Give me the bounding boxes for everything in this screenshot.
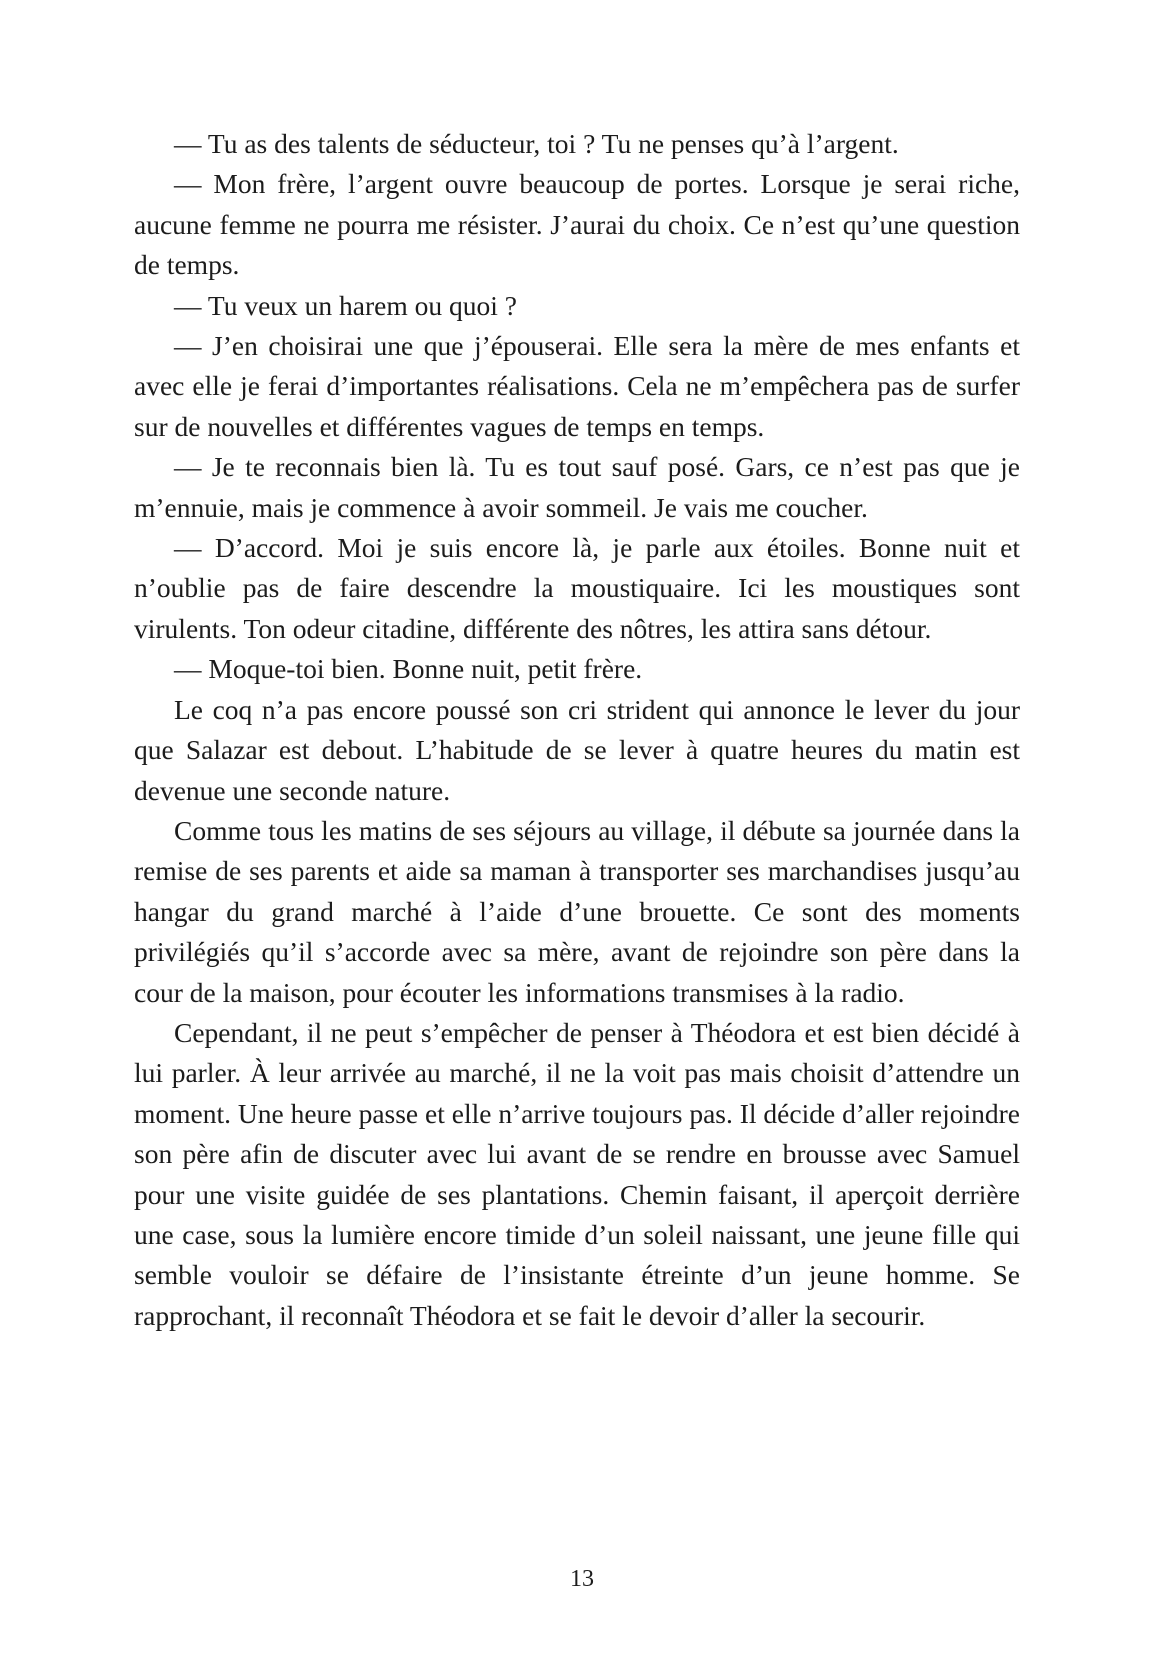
- dialogue-paragraph: — Je te reconnais bien là. Tu es tout sauf posé. Gars, ce n’est pas que je m’ennuie, mais je commence à avoir sommeil. Je vais me coucher.: [134, 451, 1020, 523]
- dialogue-paragraph: — Mon frère, l’argent ouvre beaucoup de portes. Lorsque je serai riche, aucune femme ne pourra me résister. J’aurai du choix. Ce n’est qu’une question de temps.: [134, 168, 1020, 281]
- page-number: 13: [570, 1566, 594, 1592]
- dialogue-paragraph: — Tu veux un harem ou quoi ?: [174, 289, 517, 321]
- dialogue-paragraph: — Tu as des talents de séducteur, toi ? Tu ne penses qu’à l’argent.: [174, 128, 899, 159]
- body-text: [134, 124, 1020, 1336]
- narrative-paragraph: Comme tous les matins de ses séjours au village, il débute sa journée dans la remise de ses parents et aide sa maman à transporter ses marchandises jusqu’au hangar du grand marché à l’aide d’une brouette. Ce sont des moments privilégiés qu’il s’accorde avec sa mère, avant de rejoindre son père dans la cour de la maison, pour écouter les informations transmises à la radio.: [134, 814, 1020, 1008]
- dialogue-paragraph: — D’accord. Moi je suis encore là, je parle aux étoiles. Bonne nuit et n’oublie pas de faire descendre la moustiquaire. Ici les moustiques sont virulents. Ton odeur citadine, différente des nôtres, les attira sans détour.: [134, 532, 1020, 644]
- narrative-paragraph: Le coq n’a pas encore poussé son cri strident qui annonce le lever du jour que Salazar est debout. L’habitude de se lever à quatre heures du matin est devenue une seconde nature.: [134, 693, 1020, 806]
- dialogue-paragraph: — J’en choisirai une que j’épouserai. Elle sera la mère de mes enfants et avec elle je ferai d’importantes réalisations. Cela ne m’empêchera pas de surfer sur de nouvelles et différentes vagues de temps en temps.: [134, 330, 1020, 442]
- narrative-paragraph: Cependant, il ne peut s’empêcher de penser à Théodora et est bien décidé à lui parler. À leur arrivée au marché, il ne la voit pas mais choisit d’attendre un moment. Une heure passe et elle n’arrive toujours pas. Il décide d’aller rejoindre son père afin de discuter avec lui avant de se rendre en brousse avec Samuel pour une visite guidée de ses plantations. Chemin faisant, il aperçoit derrière une case, sous la lumière encore timide d’un soleil naissant, une jeune fille qui semble vouloir se défaire de l’insistante étreinte d’un jeune homme. Se rapprochant, il reconnaît Théodora et se fait le devoir d’aller la secourir.: [134, 1016, 1020, 1331]
- dialogue-paragraph: — Moque-toi bien. Bonne nuit, petit frère.: [174, 653, 643, 685]
